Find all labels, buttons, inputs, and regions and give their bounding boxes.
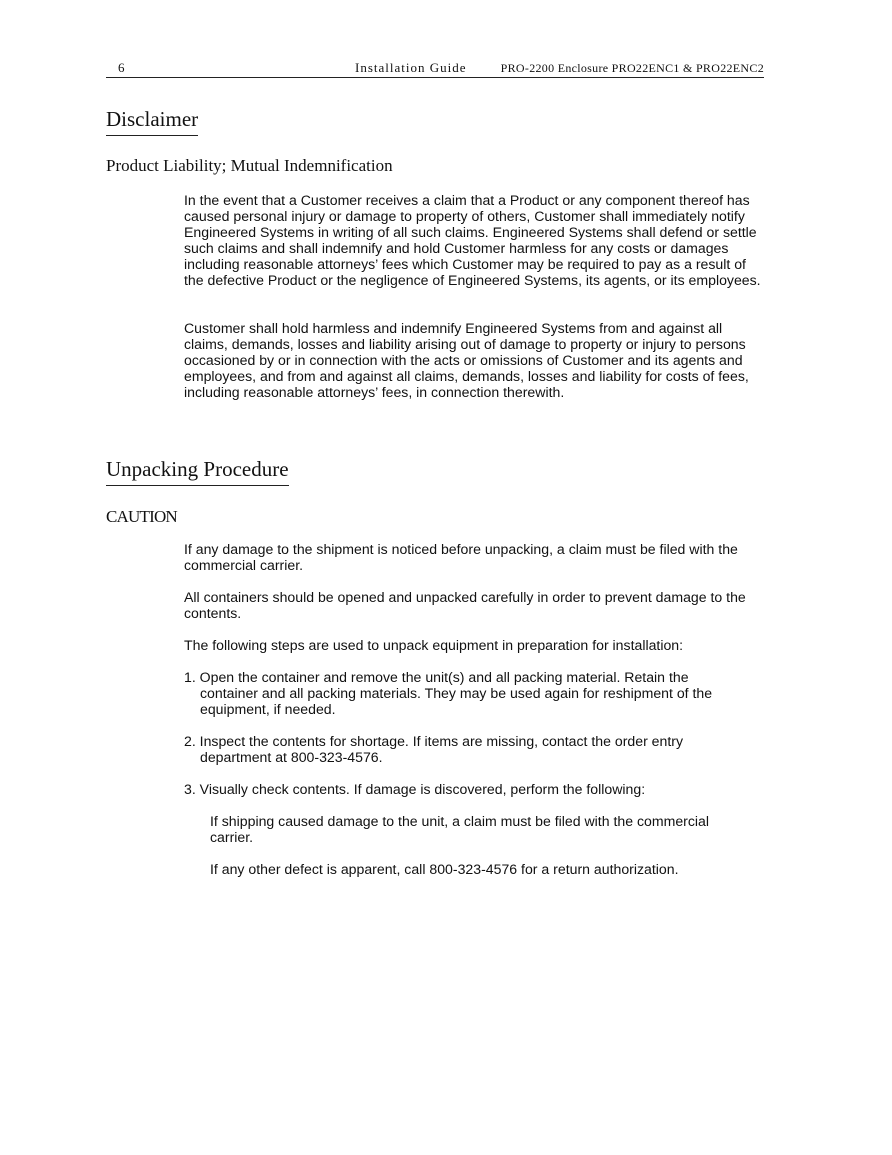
page-number: 6: [118, 60, 125, 75]
unpack-step-1: 1. Open the container and remove the unit(s) and all packing material. Retain the container and all packing materials. They may be used again for reshipment of the equipment, if needed.: [184, 669, 713, 717]
disclaimer-title: Disclaimer: [106, 107, 198, 136]
unpack-step-3: 3. Visually check contents. If damage is discovered, perform the following:: [184, 781, 646, 797]
product-title: PRO-2200 Enclosure PRO22ENC1 & PRO22ENC2: [500, 61, 764, 75]
page-header: [106, 60, 764, 78]
caution-label: CAUTION: [106, 507, 177, 526]
other-defect-substep: If any other defect is apparent, call 800-323-4576 for a return authorization.: [210, 861, 679, 877]
product-liability-subtitle: Product Liability; Mutual Indemnification: [106, 156, 393, 175]
steps-intro-paragraph: The following steps are used to unpack equipment in preparation for installation:: [184, 637, 684, 653]
disclaimer-paragraph-1: In the event that a Customer receives a claim that a Product or any component thereof has caused personal injury or damage to property of others, Customer shall immediately notify Engineered Systems in writing of all such claims. Engineered Systems shall defend or settle such claims and shall indemnify and hold Customer harmless for any costs or damages including reasonable attorneys’ fees which Customer may be required to pay as a result of the defective Product or the negligence of Engineered Systems, its agents, or its employees.: [184, 192, 761, 288]
shipping-damage-substep: If shipping caused damage to the unit, a claim must be filed with the commercial carrier.: [210, 813, 710, 845]
unpack-step-2: 2. Inspect the contents for shortage. If items are missing, contact the order entry department at 800-323-4576.: [184, 733, 684, 765]
shipment-damage-paragraph: If any damage to the shipment is noticed before unpacking, a claim must be filed with the commercial carrier.: [184, 541, 738, 573]
guide-title: Installation Guide: [355, 60, 467, 75]
disclaimer-paragraph-2: Customer shall hold harmless and indemnify Engineered Systems from and against all claims, demands, losses and liability arising out of damage to property or injury to persons occasioned by or in connection with the acts or omissions of Customer and its agents and employees, and from and against all claims, demands, losses and liability for costs of fees, including reasonable attorneys’ fees, in connection therewith.: [184, 320, 749, 400]
containers-paragraph: All containers should be opened and unpacked carefully in order to prevent damage to the contents.: [184, 589, 746, 621]
unpacking-title: Unpacking Procedure: [106, 457, 289, 486]
